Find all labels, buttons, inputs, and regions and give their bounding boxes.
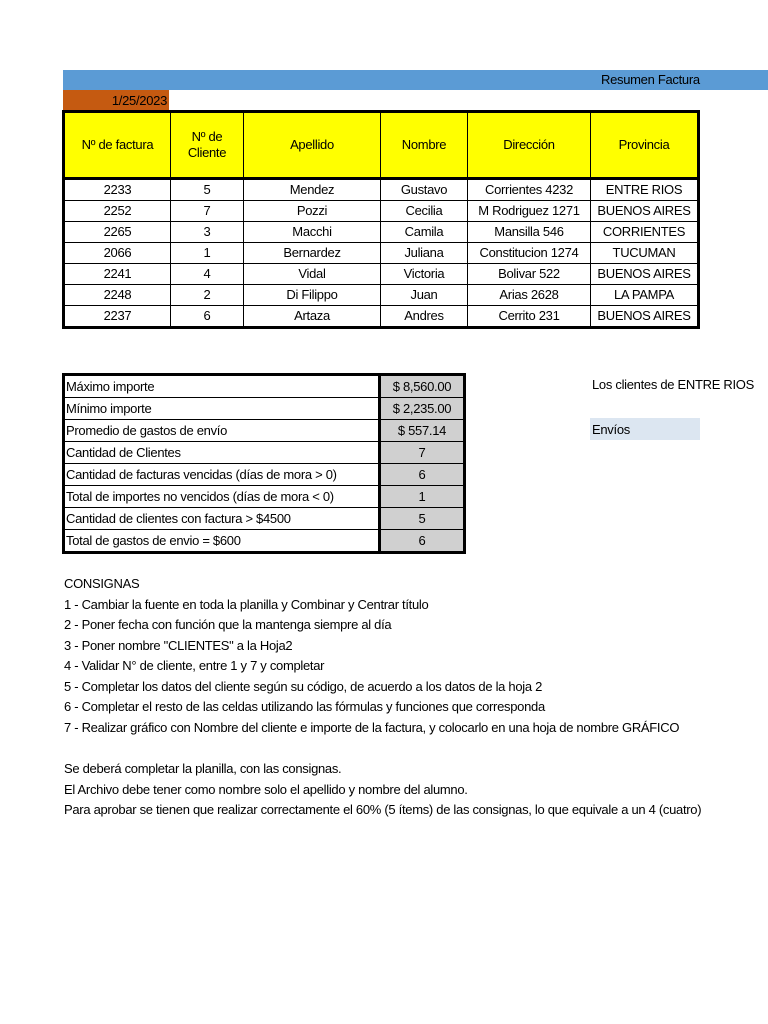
instruction-item[interactable]: 6 - Completar el resto de las celdas utilizando las fórmulas y funciones que corresponda bbox=[64, 699, 545, 714]
summary-row bbox=[64, 464, 465, 486]
instruction-item[interactable]: 5 - Completar los datos del cliente según su código, de acuerdo a los datos de la hoja 2 bbox=[64, 678, 543, 694]
table-cell[interactable]: Macchi bbox=[244, 222, 381, 243]
instructions-heading[interactable]: CONSIGNAS bbox=[64, 576, 140, 591]
column-header[interactable]: Provincia bbox=[591, 112, 699, 179]
table-cell[interactable]: Bernardez bbox=[244, 243, 381, 264]
table-cell[interactable]: Corrientes 4232 bbox=[468, 179, 591, 201]
table-cell[interactable]: 5 bbox=[171, 179, 244, 201]
table-cell[interactable]: 2066 bbox=[64, 243, 171, 264]
table-cell[interactable]: TUCUMAN bbox=[591, 243, 699, 264]
table-cell[interactable]: 3 bbox=[171, 222, 244, 243]
table-cell[interactable]: M Rodriguez 1271 bbox=[468, 201, 591, 222]
table-cell[interactable]: Camila bbox=[381, 222, 468, 243]
table-row bbox=[64, 222, 699, 243]
summary-label[interactable]: Cantidad de Clientes bbox=[64, 442, 380, 464]
table-cell[interactable]: 1 bbox=[171, 243, 244, 264]
table-cell[interactable]: Andres bbox=[381, 306, 468, 328]
summary-row bbox=[64, 530, 465, 553]
table-cell[interactable]: Juan bbox=[381, 285, 468, 306]
table-cell[interactable]: 4 bbox=[171, 264, 244, 285]
instructions bbox=[64, 574, 700, 821]
summary-label[interactable]: Mínimo importe bbox=[64, 398, 380, 420]
summary-value[interactable]: 6 bbox=[380, 530, 465, 553]
table-cell[interactable]: Di Filippo bbox=[244, 285, 381, 306]
table-cell[interactable]: 2241 bbox=[64, 264, 171, 285]
table-row bbox=[64, 264, 699, 285]
table-header-row bbox=[64, 112, 699, 179]
table-cell[interactable]: BUENOS AIRES bbox=[591, 306, 699, 328]
summary-value[interactable]: $ 2,235.00 bbox=[380, 398, 465, 420]
summary-label[interactable]: Promedio de gastos de envío bbox=[64, 420, 380, 442]
instruction-item[interactable]: 3 - Poner nombre "CLIENTES" a la Hoja2 bbox=[64, 637, 293, 653]
summary-label[interactable]: Cantidad de facturas vencidas (días de mora > 0) bbox=[64, 464, 380, 486]
footer-note[interactable]: Para aprobar se tienen que realizar correctamente el 60% (5 ítems) de las consignas, lo que equivale a un 4 (cuatro) bbox=[64, 802, 702, 817]
table-row bbox=[64, 243, 699, 264]
summary-row bbox=[64, 508, 465, 530]
table-cell[interactable]: Mendez bbox=[244, 179, 381, 201]
summary-label[interactable]: Máximo importe bbox=[64, 375, 380, 398]
date-cell[interactable]: 1/25/2023 bbox=[63, 90, 169, 110]
column-header[interactable]: Apellido bbox=[244, 112, 381, 179]
title-bar bbox=[63, 70, 768, 90]
table-cell[interactable]: BUENOS AIRES bbox=[591, 264, 699, 285]
summary-label[interactable]: Total de importes no vencidos (días de mora < 0) bbox=[64, 486, 380, 508]
table-cell[interactable]: 7 bbox=[171, 201, 244, 222]
summary-value[interactable]: 1 bbox=[380, 486, 465, 508]
summary-label[interactable]: Cantidad de clientes con factura > $4500 bbox=[64, 508, 380, 530]
blank-row bbox=[64, 738, 700, 759]
instruction-item[interactable]: 4 - Validar N° de cliente, entre 1 y 7 y completar bbox=[64, 658, 325, 673]
column-header[interactable]: Dirección bbox=[468, 112, 591, 179]
clients-region-text[interactable]: Los clientes de ENTRE RIOS bbox=[592, 377, 754, 392]
instruction-item[interactable]: 7 - Realizar gráfico con Nombre del cliente e importe de la factura, y colocarlo en una hoja de nombre GRÁFICO bbox=[64, 719, 680, 735]
summary-label[interactable]: Total de gastos de envio = $600 bbox=[64, 530, 380, 553]
table-cell[interactable]: 2265 bbox=[64, 222, 171, 243]
table-cell[interactable]: 2252 bbox=[64, 201, 171, 222]
table-cell[interactable]: BUENOS AIRES bbox=[591, 201, 699, 222]
table-cell[interactable]: ENTRE RIOS bbox=[591, 179, 699, 201]
summary-row bbox=[64, 486, 465, 508]
summary-row bbox=[64, 398, 465, 420]
table-cell[interactable]: Arias 2628 bbox=[468, 285, 591, 306]
summary-table bbox=[62, 373, 466, 554]
table-cell[interactable]: Mansilla 546 bbox=[468, 222, 591, 243]
table-cell[interactable]: Bolivar 522 bbox=[468, 264, 591, 285]
summary-row bbox=[64, 420, 465, 442]
sheet-title: Resumen Factura bbox=[601, 72, 700, 87]
table-cell[interactable]: Artaza bbox=[244, 306, 381, 328]
summary-row bbox=[64, 375, 465, 398]
table-cell[interactable]: Cerrito 231 bbox=[468, 306, 591, 328]
summary-row bbox=[64, 442, 465, 464]
table-cell[interactable]: LA PAMPA bbox=[591, 285, 699, 306]
instruction-item[interactable]: 2 - Poner fecha con función que la mantenga siempre al día bbox=[64, 617, 392, 632]
table-cell[interactable]: CORRIENTES bbox=[591, 222, 699, 243]
summary-value[interactable]: $ 8,560.00 bbox=[380, 375, 465, 398]
table-cell[interactable]: 2 bbox=[171, 285, 244, 306]
table-row bbox=[64, 306, 699, 328]
table-cell[interactable]: 2233 bbox=[64, 179, 171, 201]
column-header[interactable]: Nº de factura bbox=[64, 112, 171, 179]
table-cell[interactable]: Gustavo bbox=[381, 179, 468, 201]
instruction-item[interactable]: 1 - Cambiar la fuente en toda la planilla y Combinar y Centrar título bbox=[64, 596, 429, 612]
summary-value[interactable]: 5 bbox=[380, 508, 465, 530]
table-cell[interactable]: 2248 bbox=[64, 285, 171, 306]
clients-table bbox=[62, 110, 700, 329]
table-cell[interactable]: Pozzi bbox=[244, 201, 381, 222]
summary-value[interactable]: $ 557.14 bbox=[380, 420, 465, 442]
table-row bbox=[64, 179, 699, 201]
summary-value[interactable]: 6 bbox=[380, 464, 465, 486]
table-cell[interactable]: Cecilia bbox=[381, 201, 468, 222]
envios-cell[interactable]: Envíos bbox=[590, 418, 700, 440]
table-cell[interactable]: Juliana bbox=[381, 243, 468, 264]
table-cell[interactable]: Vidal bbox=[244, 264, 381, 285]
footer-note[interactable]: Se deberá completar la planilla, con las consignas. bbox=[64, 761, 342, 776]
column-header[interactable]: Nombre bbox=[381, 112, 468, 179]
footer-note[interactable]: El Archivo debe tener como nombre solo el apellido y nombre del alumno. bbox=[64, 781, 468, 797]
summary-value[interactable]: 7 bbox=[380, 442, 465, 464]
table-cell[interactable]: Constitucion 1274 bbox=[468, 243, 591, 264]
table-row bbox=[64, 201, 699, 222]
column-header[interactable]: Nº de Cliente bbox=[171, 112, 244, 179]
table-cell[interactable]: 6 bbox=[171, 306, 244, 328]
table-row bbox=[64, 285, 699, 306]
table-cell[interactable]: 2237 bbox=[64, 306, 171, 328]
table-cell[interactable]: Victoria bbox=[381, 264, 468, 285]
